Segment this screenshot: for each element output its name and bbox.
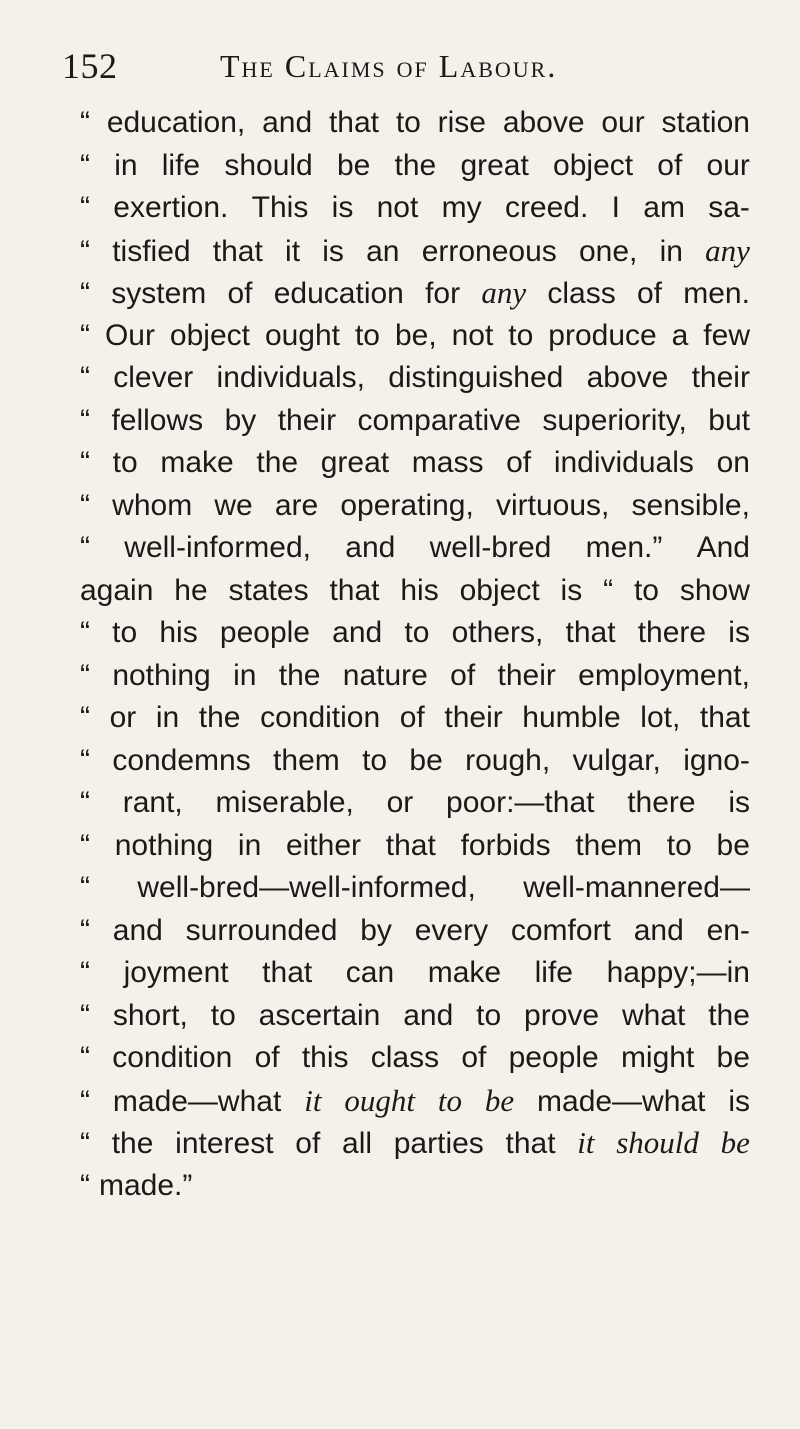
word: that bbox=[505, 1127, 556, 1160]
word: be bbox=[409, 743, 443, 777]
text-line bbox=[80, 1080, 750, 1123]
word: is bbox=[322, 234, 344, 268]
text-line bbox=[80, 740, 750, 783]
text-line bbox=[80, 485, 750, 528]
word: to bbox=[476, 998, 502, 1032]
word: “ bbox=[80, 1127, 90, 1160]
word: what bbox=[621, 998, 686, 1032]
word: in bbox=[659, 234, 683, 268]
word: to bbox=[508, 318, 534, 352]
word: the bbox=[394, 148, 437, 182]
word: to bbox=[210, 998, 236, 1032]
word: “ bbox=[80, 913, 90, 947]
word: This bbox=[251, 191, 309, 224]
word: people bbox=[508, 1041, 599, 1074]
word: sa- bbox=[708, 191, 750, 224]
word: interest bbox=[175, 1127, 274, 1160]
word: a bbox=[671, 318, 689, 352]
word: either bbox=[286, 828, 362, 862]
word: is bbox=[331, 191, 354, 224]
text-line bbox=[80, 1165, 750, 1208]
word: individuals, bbox=[216, 361, 365, 394]
word: show bbox=[679, 573, 750, 607]
word: comparative bbox=[357, 403, 521, 437]
word: whom bbox=[112, 488, 193, 522]
word: “ bbox=[80, 871, 90, 904]
word: class bbox=[370, 1041, 440, 1074]
word: well-bred bbox=[429, 531, 552, 564]
word: And bbox=[696, 531, 750, 564]
word: system bbox=[111, 277, 207, 310]
word: the bbox=[708, 998, 750, 1032]
word: to bbox=[404, 616, 430, 649]
word: in bbox=[114, 148, 138, 182]
word: sensible, bbox=[631, 488, 750, 522]
word: and bbox=[262, 106, 313, 139]
italic-word: be bbox=[720, 1125, 750, 1160]
word: lot, bbox=[640, 701, 681, 734]
word: men. bbox=[683, 277, 750, 310]
word: ascertain bbox=[258, 998, 381, 1032]
word: virtuous, bbox=[495, 488, 610, 522]
word: “ bbox=[80, 488, 90, 522]
word: object bbox=[169, 318, 250, 352]
word: “ bbox=[80, 1041, 90, 1074]
word: rough, bbox=[465, 743, 551, 777]
page-number: 152 bbox=[62, 46, 118, 86]
word: again bbox=[80, 573, 154, 607]
text-line bbox=[80, 102, 750, 145]
word: of bbox=[506, 446, 532, 479]
word: of bbox=[295, 1127, 321, 1160]
text-line bbox=[80, 782, 750, 825]
word: to bbox=[354, 318, 380, 352]
word: states bbox=[228, 573, 309, 607]
italic-word: ought bbox=[344, 1082, 415, 1118]
text-line bbox=[80, 952, 750, 995]
word: our bbox=[706, 148, 750, 182]
word: “ bbox=[80, 446, 90, 479]
word: there bbox=[637, 616, 707, 649]
word: station bbox=[661, 106, 750, 139]
word: their bbox=[691, 361, 750, 394]
word: others, bbox=[451, 616, 544, 649]
word: condition bbox=[112, 1041, 233, 1074]
running-head bbox=[62, 44, 752, 94]
italic-word: it bbox=[304, 1082, 322, 1118]
word: the bbox=[278, 658, 321, 692]
text-line bbox=[80, 825, 750, 868]
word: great bbox=[460, 148, 529, 182]
word: tisfied bbox=[112, 234, 191, 268]
text-line bbox=[80, 272, 750, 315]
word: them bbox=[575, 828, 643, 862]
word: that bbox=[212, 234, 263, 268]
word: class bbox=[547, 277, 616, 310]
word: and bbox=[403, 998, 454, 1032]
text-line bbox=[80, 400, 750, 443]
word: nothing bbox=[114, 828, 214, 862]
word: life bbox=[161, 148, 201, 182]
text-line bbox=[80, 995, 750, 1038]
word: rise bbox=[437, 106, 486, 139]
word: my bbox=[441, 191, 482, 224]
word: to bbox=[112, 616, 138, 649]
word: parties bbox=[393, 1127, 484, 1160]
text-line bbox=[80, 527, 750, 570]
word: life bbox=[534, 956, 573, 989]
text-line bbox=[80, 357, 750, 400]
word: of bbox=[461, 1041, 487, 1074]
word: “ bbox=[80, 531, 90, 564]
word: am bbox=[643, 191, 685, 224]
word: erroneous bbox=[421, 234, 557, 268]
word: “ bbox=[80, 191, 90, 224]
word: igno- bbox=[683, 743, 750, 777]
word: the bbox=[198, 701, 241, 734]
text-line bbox=[80, 655, 750, 698]
word: to bbox=[666, 828, 692, 862]
word: well-bred—well-informed, bbox=[137, 871, 476, 904]
word: is bbox=[728, 786, 750, 819]
word: this bbox=[301, 1041, 349, 1074]
word: fellows bbox=[111, 403, 204, 437]
word: made—what bbox=[537, 1084, 706, 1118]
word: above bbox=[586, 361, 669, 394]
word: I bbox=[611, 191, 620, 224]
word: their bbox=[444, 701, 503, 734]
running-title: The Claims of Labour. bbox=[220, 48, 558, 84]
word: his bbox=[159, 616, 198, 649]
word: is bbox=[560, 573, 583, 607]
word: that bbox=[262, 956, 313, 989]
word: by bbox=[360, 913, 392, 947]
word: made.” bbox=[99, 1168, 193, 1202]
word: make bbox=[160, 446, 234, 479]
word: education, bbox=[106, 106, 246, 139]
word: joyment bbox=[123, 956, 229, 989]
word: “ bbox=[80, 403, 90, 437]
word: to bbox=[112, 446, 138, 479]
word: clever bbox=[113, 361, 194, 394]
text-line bbox=[80, 910, 750, 953]
text-line bbox=[80, 145, 750, 188]
word: on bbox=[716, 446, 750, 479]
word: of bbox=[636, 277, 662, 310]
word: forbids bbox=[460, 828, 551, 862]
word: their bbox=[277, 403, 337, 437]
word: should bbox=[224, 148, 313, 182]
word: “ bbox=[80, 616, 90, 649]
word: “ bbox=[80, 234, 90, 268]
text-line bbox=[80, 1037, 750, 1080]
word: might bbox=[620, 1041, 695, 1074]
word: “ bbox=[603, 573, 614, 607]
word: one, bbox=[578, 234, 638, 268]
word: condition bbox=[260, 701, 381, 734]
word: an bbox=[366, 234, 400, 268]
word: men.” bbox=[585, 531, 663, 564]
word: and bbox=[332, 616, 383, 649]
word: well-informed, bbox=[124, 531, 312, 564]
word: ought bbox=[264, 318, 341, 352]
word: to bbox=[633, 573, 659, 607]
word: employment, bbox=[578, 658, 750, 692]
word: of bbox=[227, 277, 253, 310]
word: superiority, bbox=[542, 403, 687, 437]
word: of bbox=[254, 1041, 280, 1074]
word: exertion. bbox=[113, 191, 229, 224]
word: and bbox=[112, 913, 163, 947]
word: there bbox=[627, 786, 696, 819]
word: be, bbox=[394, 318, 437, 352]
word: “ bbox=[80, 361, 90, 394]
word: be bbox=[336, 148, 371, 182]
word: object bbox=[459, 573, 540, 607]
word: “ bbox=[80, 743, 90, 777]
text-line bbox=[80, 187, 750, 230]
word: comfort bbox=[510, 913, 611, 947]
word: object bbox=[553, 148, 634, 182]
text-line bbox=[80, 442, 750, 485]
word: our bbox=[601, 106, 645, 139]
word: “ bbox=[80, 148, 90, 182]
word: “ bbox=[80, 828, 90, 862]
word: in bbox=[237, 828, 262, 862]
word: “ bbox=[80, 277, 90, 310]
word: are bbox=[274, 488, 319, 522]
italic-word: any bbox=[705, 232, 750, 268]
word: that bbox=[385, 828, 436, 862]
word: “ bbox=[80, 106, 90, 139]
word: to bbox=[395, 106, 421, 139]
text-line bbox=[80, 867, 750, 910]
word: few bbox=[703, 318, 750, 352]
word: happy;—in bbox=[606, 956, 750, 989]
italic-word: it bbox=[577, 1125, 595, 1160]
italic-word: should bbox=[616, 1125, 699, 1160]
word: their bbox=[497, 658, 556, 692]
word: that bbox=[329, 573, 380, 607]
word: he bbox=[174, 573, 208, 607]
text-line bbox=[80, 612, 750, 655]
word: not bbox=[376, 191, 419, 224]
word: “ bbox=[80, 1084, 90, 1118]
word: “ bbox=[80, 701, 90, 734]
word: the bbox=[111, 1127, 154, 1160]
word: operating, bbox=[340, 488, 474, 522]
word: above bbox=[502, 106, 585, 139]
word: be bbox=[716, 1041, 750, 1074]
word: mass bbox=[411, 446, 484, 479]
word: of bbox=[657, 148, 683, 182]
word: in bbox=[155, 701, 180, 734]
word: make bbox=[427, 956, 502, 989]
word: creed. bbox=[504, 191, 589, 224]
word: his bbox=[400, 573, 439, 607]
word: that bbox=[328, 106, 379, 139]
word: but bbox=[708, 403, 750, 437]
word: “ bbox=[80, 998, 90, 1032]
word: produce bbox=[548, 318, 657, 352]
word: it bbox=[285, 234, 301, 268]
word: of bbox=[399, 701, 425, 734]
word: surrounded bbox=[185, 913, 338, 947]
word: and bbox=[345, 531, 396, 564]
word: vulgar, bbox=[572, 743, 661, 777]
word: for bbox=[425, 277, 461, 310]
word: en- bbox=[706, 913, 750, 947]
word: in bbox=[233, 658, 257, 692]
word: distinguished bbox=[388, 361, 564, 394]
word: that bbox=[699, 701, 750, 734]
word: humble bbox=[522, 701, 621, 734]
word: or bbox=[386, 786, 414, 819]
word: of bbox=[450, 658, 476, 692]
italic-word: any bbox=[481, 275, 527, 310]
word: “ bbox=[80, 1168, 90, 1202]
word: poor:—that bbox=[446, 786, 595, 819]
word: is bbox=[728, 616, 750, 649]
word: great bbox=[320, 446, 390, 479]
word: not bbox=[451, 318, 494, 352]
body-text bbox=[80, 102, 750, 1207]
word: nature bbox=[342, 658, 428, 692]
word: individuals bbox=[553, 446, 694, 479]
word: them bbox=[273, 743, 340, 777]
word: be bbox=[716, 828, 750, 862]
text-line bbox=[80, 315, 750, 358]
word: condemns bbox=[112, 743, 251, 777]
word: is bbox=[728, 1084, 750, 1118]
word: people bbox=[219, 616, 310, 649]
word: we bbox=[214, 488, 253, 522]
word: to bbox=[362, 743, 388, 777]
word: rant, bbox=[122, 786, 183, 819]
word: nothing bbox=[112, 658, 211, 692]
text-line bbox=[80, 697, 750, 740]
text-line bbox=[80, 1122, 750, 1165]
italic-word: to bbox=[437, 1082, 462, 1118]
word: and bbox=[633, 913, 684, 947]
word: made—what bbox=[112, 1084, 282, 1118]
text-line bbox=[80, 230, 750, 273]
word: all bbox=[342, 1127, 373, 1160]
italic-word: be bbox=[484, 1082, 515, 1118]
word: education bbox=[273, 277, 404, 310]
word: “ bbox=[80, 658, 90, 692]
word: Our bbox=[104, 318, 155, 352]
word: well-mannered— bbox=[523, 871, 750, 904]
word: the bbox=[256, 446, 299, 479]
word: by bbox=[224, 403, 257, 437]
word: prove bbox=[524, 998, 600, 1032]
word: that bbox=[565, 616, 616, 649]
word: “ bbox=[80, 786, 90, 819]
word: can bbox=[345, 956, 395, 989]
text-line bbox=[80, 570, 750, 613]
word: every bbox=[414, 913, 489, 947]
word: or bbox=[109, 701, 137, 734]
word: short, bbox=[112, 998, 188, 1032]
word: “ bbox=[80, 318, 90, 352]
word: “ bbox=[80, 956, 90, 989]
word: miserable, bbox=[215, 786, 354, 819]
